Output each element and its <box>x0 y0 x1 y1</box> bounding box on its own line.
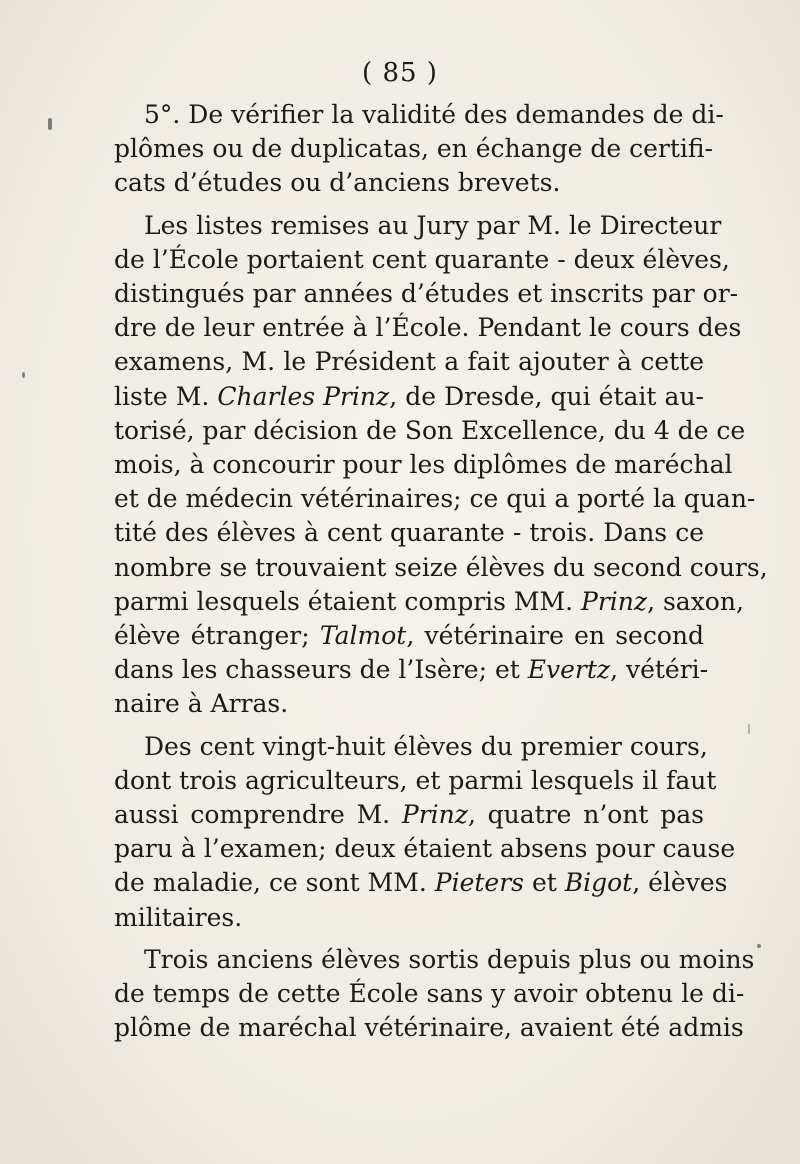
text-line: parmi lesquels étaient compris MM. Prinz, saxon, <box>114 586 744 616</box>
text-line: dans les chasseurs de l’Isère; et Evertz, vétéri- <box>114 655 709 685</box>
text-line: Des cent vingt-huit élèves du premier cours, <box>144 731 708 761</box>
text-line: dre de leur entrée à l’École. Pendant le cours des <box>114 313 742 343</box>
text-line: plômes ou de duplicatas, en échange de certifi- <box>114 134 713 164</box>
text-line: naire à Arras. <box>114 689 289 719</box>
text-line: 5°. De vérifier la validité des demandes de di- <box>144 100 724 129</box>
page-number: ( 85 ) <box>362 58 438 88</box>
ink-speck <box>748 724 750 734</box>
ink-speck <box>22 372 25 378</box>
text-line: cats d’études ou d’anciens brevets. <box>114 168 561 198</box>
text-line: mois, à concourir pour les diplômes de maréchal <box>114 450 733 480</box>
text-line: plôme de maréchal vétérinaire, avaient été admis <box>114 1013 744 1043</box>
text-line: distingués par années d’études et inscrits par or- <box>114 279 739 309</box>
paragraph <box>114 209 768 722</box>
text-line: de maladie, ce sont MM. Pieters et Bigot, élèves <box>114 868 728 898</box>
text-line: aussi comprendre M. Prinz, quatre n’ont pas <box>114 800 704 830</box>
text-line: dont trois agriculteurs, et parmi lesquels il faut <box>114 765 717 795</box>
text-line: militaires. <box>114 902 243 932</box>
ink-speck <box>757 944 761 948</box>
text-line: de l’École portaient cent quarante - deux élèves, <box>114 244 730 274</box>
text-line: élève étranger; Talmot, vétérinaire en second <box>114 621 704 651</box>
paragraph <box>114 943 755 1046</box>
ink-speck <box>48 118 52 130</box>
text-line: examens, M. le Président a fait ajouter à cette <box>114 347 704 377</box>
text-line: liste M. Charles Prinz, de Dresde, qui était au- <box>114 381 704 411</box>
text-line: Les listes remises au Jury par M. le Directeur <box>144 210 722 240</box>
text-line: de temps de cette École sans y avoir obtenu le di- <box>114 979 745 1009</box>
paragraph <box>114 730 736 935</box>
text-line: tité des élèves à cent quarante - trois. Dans ce <box>114 518 704 548</box>
text-line: nombre se trouvaient seize élèves du second cours, <box>114 552 768 582</box>
text-line: paru à l’examen; deux étaient absens pour cause <box>114 834 736 864</box>
paragraph <box>114 98 724 201</box>
text-line: et de médecin vétérinaires; ce qui a porté la quan- <box>114 484 756 514</box>
text-line: Trois anciens élèves sortis depuis plus ou moins <box>144 944 755 974</box>
body-text <box>114 98 768 1045</box>
text-line: torisé, par décision de Son Excellence, du 4 de ce <box>114 415 746 445</box>
